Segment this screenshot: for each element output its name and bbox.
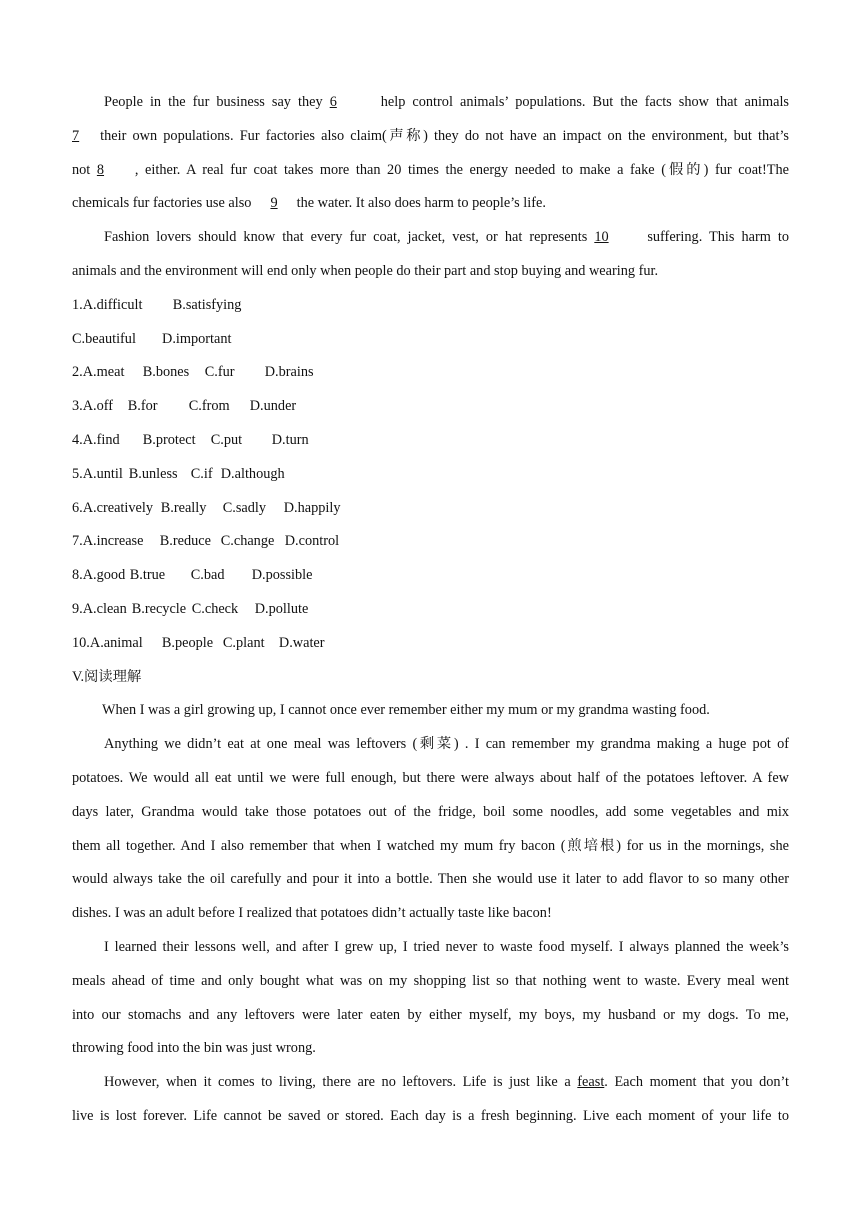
option: A.creatively: [82, 499, 153, 516]
option: C.bad: [190, 567, 225, 584]
text-line: live is lost forever. Life cannot be saved or stored. Each day is a fresh beginning. Live each moment of your life to: [72, 1107, 789, 1124]
question-list: [72, 289, 789, 661]
option: B.satisfying: [172, 296, 242, 313]
text-line: days later, Grandma would take those potatoes out of the fridge, boil some noodles, add some vegetables and mix: [72, 803, 789, 820]
question-number: 1.: [72, 296, 83, 313]
option: D.possible: [251, 567, 313, 584]
question-line: [72, 627, 789, 661]
text: People in the fur business say they: [104, 94, 323, 110]
text: the water. It also does harm to people’s life.: [296, 195, 546, 212]
question-number: 7.: [72, 533, 83, 550]
option: D.water: [278, 634, 325, 651]
text: animals and the environment will end only when people do their part and stop buying and wearing fur.: [72, 262, 659, 279]
blank-8: 8: [96, 161, 105, 178]
question-line: [72, 424, 789, 458]
option: B.for: [127, 398, 158, 415]
option: C.sadly: [222, 499, 267, 516]
option: A.animal: [89, 634, 143, 651]
text-line: potatoes. We would all eat until we were full enough, but there were always about half of the potatoes leftover. A few: [72, 769, 789, 786]
option: A.off: [82, 398, 114, 415]
blank-9: 9: [270, 195, 278, 212]
option: B.people: [161, 634, 214, 651]
option: C.plant: [222, 634, 265, 651]
text: However, when it comes to living, there are no leftovers. Life is just like a: [104, 1074, 571, 1091]
option: D.turn: [271, 431, 309, 448]
text: help control animals’ populations. But the facts show that animals: [380, 94, 790, 110]
text-line: would always take the oil carefully and pour it into a bottle. Then she would use it later to add flavor to so many other: [72, 871, 789, 888]
question-line: [72, 492, 789, 526]
question-number: 9.: [72, 600, 83, 617]
text-line: them all together. And I also remember that when I watched my mum fry bacon (煎培根) for us in the mornings, she: [72, 837, 789, 854]
question-line: [72, 458, 789, 492]
option: D.although: [220, 465, 285, 482]
blank-7: 7: [72, 127, 80, 144]
cloze-line: [72, 120, 789, 154]
option: A.find: [82, 431, 120, 448]
question-line: [72, 593, 789, 627]
text-line: I learned their lessons well, and after I grew up, I tried never to waste food myself. I always planned the week’s: [104, 938, 789, 955]
cloze-line: [72, 221, 789, 255]
option: B.true: [129, 567, 166, 584]
option: C.change: [220, 533, 275, 550]
question-line: [72, 356, 789, 390]
reading-paragraph-1: When I was a girl growing up, I cannot once ever remember either my mum or my grandma wasting food.: [102, 702, 710, 719]
option: D.important: [162, 330, 232, 347]
text-line: dishes. I was an adult before I realized that potatoes didn’t actually taste like bacon!: [72, 905, 552, 922]
text-line: [72, 1066, 789, 1100]
option: C.check: [191, 600, 239, 617]
cloze-line: [72, 86, 789, 120]
text: suffering. This harm to: [647, 229, 789, 246]
option: D.under: [249, 398, 297, 415]
cloze-line: [72, 187, 789, 221]
option: C.beautiful: [72, 330, 136, 347]
question-number: 6.: [72, 499, 83, 516]
blank-6: 6: [329, 94, 337, 110]
question-line: [72, 390, 789, 424]
option: B.unless: [128, 465, 178, 482]
text: . Each moment that you don’t: [604, 1074, 789, 1091]
option: A.increase: [82, 533, 144, 550]
question-number: 4.: [72, 431, 83, 448]
option: A.good: [82, 567, 126, 584]
question-line: [72, 289, 789, 323]
option: A.difficult: [82, 296, 143, 313]
section-title: V.阅读理解: [72, 668, 142, 685]
document-page: [72, 86, 789, 1134]
text-line: Anything we didn’t eat at one meal was leftovers (剩菜) . I can remember my grandma making a huge pot of: [104, 736, 789, 753]
text: not: [72, 161, 91, 178]
text: chemicals fur factories use also: [72, 195, 252, 212]
reading-paragraph-3: [72, 931, 789, 1066]
text-line: into our stomachs and any leftovers were later eaten by either myself, my boys, my husband or my dogs. To me,: [72, 1006, 789, 1023]
option: B.bones: [142, 364, 190, 381]
reading-paragraph-2: [72, 728, 789, 931]
text-line: throwing food into the bin was just wrong.: [72, 1040, 316, 1057]
option: C.from: [188, 398, 230, 415]
question-line: [72, 559, 789, 593]
blank-10: 10: [594, 229, 609, 246]
underlined-word: feast: [577, 1074, 605, 1091]
option: B.really: [160, 499, 207, 516]
text: , either. A real fur coat takes more than 20 times the energy needed to make a fake (假的) fur coat!The: [134, 161, 789, 178]
option: D.pollute: [254, 600, 309, 617]
option: B.protect: [142, 431, 196, 448]
question-number: 3.: [72, 398, 83, 415]
option: D.brains: [264, 364, 314, 381]
cloze-line: [72, 154, 789, 188]
text: Fashion lovers should know that every fur coat, jacket, vest, or hat represents: [104, 229, 588, 246]
question-number: 8.: [72, 567, 83, 584]
question-line: [72, 525, 789, 559]
option: C.fur: [204, 364, 235, 381]
question-number: 5.: [72, 465, 83, 482]
option: B.recycle: [131, 600, 187, 617]
question-number: 2.: [72, 364, 83, 381]
option: D.happily: [283, 499, 341, 516]
option: D.control: [284, 533, 340, 550]
question-line: [72, 323, 789, 357]
reading-paragraph-4: [72, 1066, 789, 1134]
option: A.until: [82, 465, 123, 482]
option: C.if: [190, 465, 213, 482]
question-number: 10.: [72, 634, 90, 651]
option: A.clean: [82, 600, 127, 617]
option: C.put: [210, 431, 243, 448]
option: B.reduce: [159, 533, 211, 550]
text: their own populations. Fur factories also claim(声称) they do not have an impact on the environment, but that’s: [100, 127, 789, 144]
option: A.meat: [82, 364, 125, 381]
cloze-line: [72, 255, 789, 289]
text-line: meals ahead of time and only bought what was on my shopping list so that nothing went to waste. Every meal went: [72, 972, 789, 989]
